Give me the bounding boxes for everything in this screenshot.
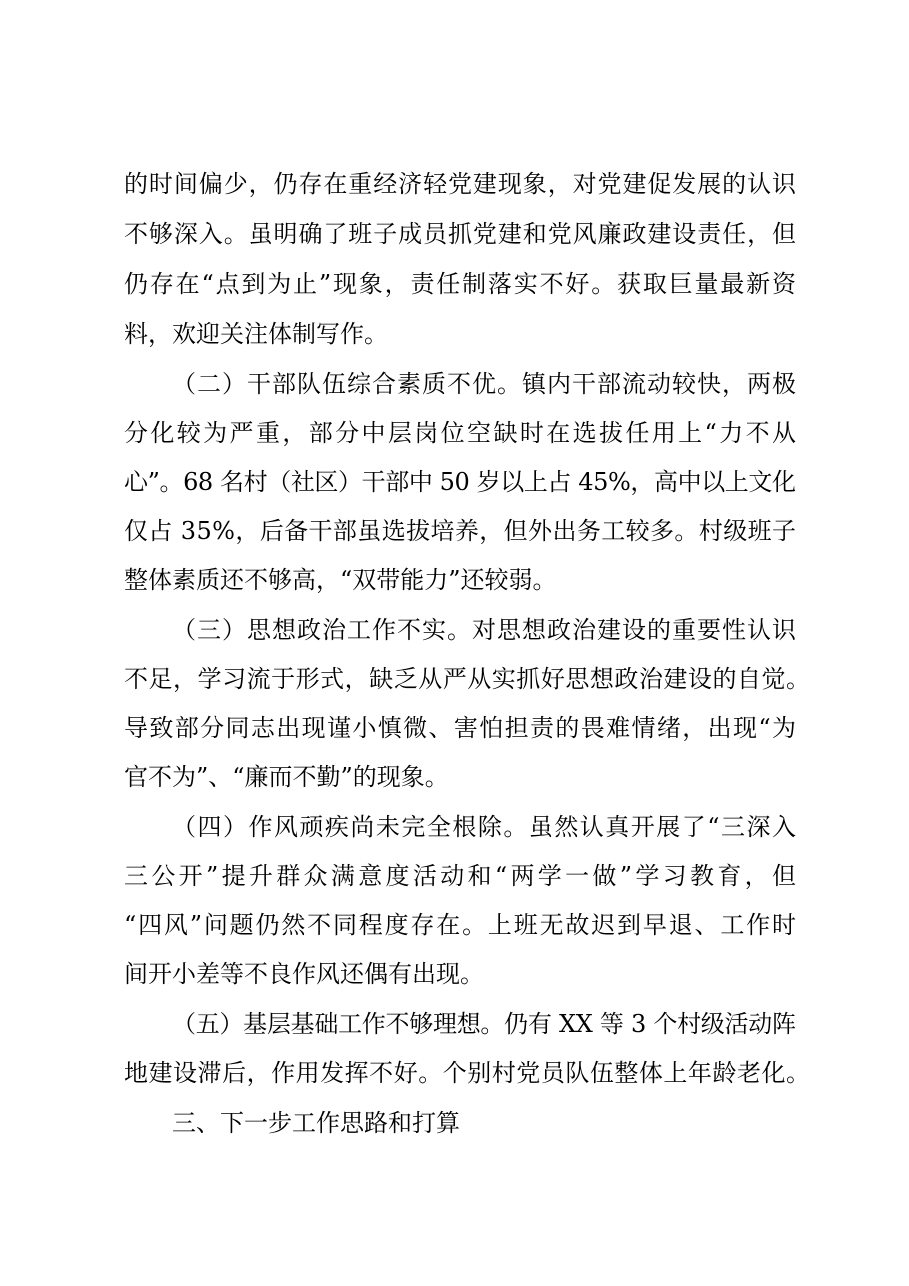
text-line: [0, 322, 909, 346]
text-line: [0, 470, 909, 494]
line-text: （二）干部队伍综合素质不优。镇内干部流动较快，两极: [172, 370, 797, 398]
line-text: 不够深入。虽明确了班子成员抓党建和党风廉政建设责任，但: [124, 220, 797, 248]
line-text: 三公开”提升群众满意度活动和“两学一做”学习教育，但: [124, 862, 800, 890]
text-line: [0, 272, 909, 296]
text-line: [0, 1061, 909, 1085]
text-line: [0, 716, 909, 740]
line-text: 心”。68 名村（社区）干部中 50 岁以上占 45%，高中以上文化: [124, 468, 796, 496]
text-line: [0, 519, 909, 543]
line-text: 仍存在“点到为止”现象，责任制落实不好。获取巨量最新资: [124, 270, 798, 298]
line-text: （五）基层基础工作不够理想。仍有 XX 等 3 个村级活动阵: [172, 1010, 796, 1038]
text-line: [0, 962, 909, 986]
heading-text: 三、下一步工作思路和打算: [172, 1109, 460, 1137]
line-text: 料，欢迎关注体制写作。: [124, 320, 388, 348]
line-text: 不足，学习流于形式，缺乏从严从实抓好思想政治建设的自觉。: [124, 665, 811, 693]
line-text: “四风”问题仍然不同程度存在。上班无故迟到早退、工作时: [124, 911, 798, 939]
section-heading: [0, 1111, 909, 1135]
line-text: 间开小差等不良作风还偶有出现。: [124, 960, 484, 988]
line-text: （三）思想政治工作不实。对思想政治建设的重要性认识: [172, 616, 797, 644]
text-line: [0, 913, 909, 937]
line-text: 的时间偏少，仍存在重经济轻党建现象，对党建促发展的认识: [124, 170, 797, 198]
line-text: 导致部分同志出现谨小慎微、害怕担责的畏难情绪，出现“为: [124, 714, 798, 742]
line-text: 官不为”、“廉而不勤”的现象。: [124, 763, 449, 791]
line-text: 分化较为严重，部分中层岗位空缺时在选拔任用上“力不从: [124, 419, 799, 447]
text-line: [0, 667, 909, 691]
text-line: [0, 765, 909, 789]
line-text: （四）作风顽疾尚未完全根除。虽然认真开展了“三深入: [172, 813, 798, 841]
line-text: 仅占 35%，后备干部虽选拔培养，但外出务工较多。村级班子: [124, 517, 797, 545]
text-line: [0, 372, 909, 396]
text-line: [0, 568, 909, 592]
text-line: [0, 421, 909, 445]
text-line: [0, 1012, 909, 1036]
text-line: [0, 864, 909, 888]
text-line: [0, 815, 909, 839]
text-line: [0, 222, 909, 246]
text-line: [0, 618, 909, 642]
line-text: 地建设滞后，作用发挥不好。个别村党员队伍整体上年龄老化。: [124, 1059, 811, 1087]
line-text: 整体素质还不够高，“双带能力”还较弱。: [124, 566, 557, 594]
text-line: [0, 172, 909, 196]
